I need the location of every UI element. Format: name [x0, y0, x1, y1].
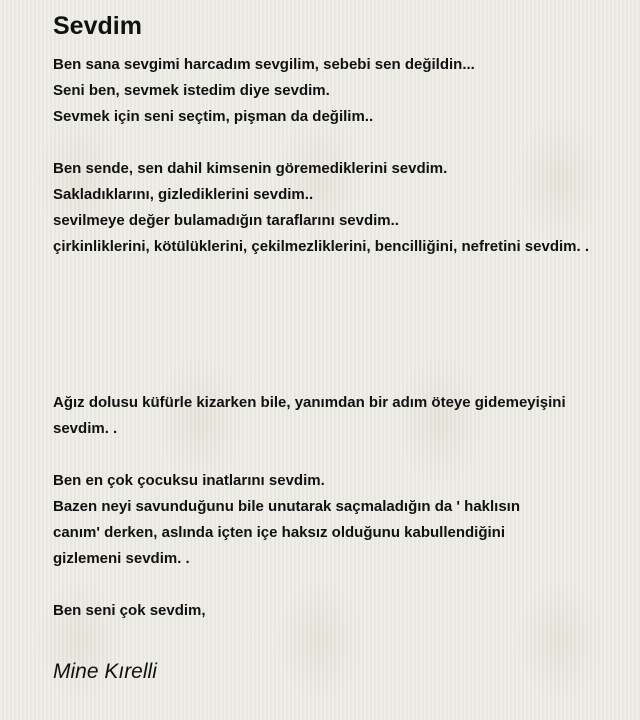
poem-line: Ben sana sevgimi harcadım sevgilim, sebebi sen değildin... — [53, 56, 475, 73]
stanza-break — [53, 260, 603, 390]
poem-author: Mine Kırelli — [53, 660, 157, 683]
poem-body — [53, 52, 603, 624]
stanza-break — [53, 572, 603, 598]
poem-line: Ben seni çok sevdim, — [53, 602, 206, 619]
poem-line: çirkinliklerini, kötülüklerini, çekilmezliklerini, bencilliğini, nefretini sevdim. . — [53, 238, 590, 255]
stanza-break — [53, 130, 603, 156]
poem-line: Ben sende, sen dahil kimsenin göremediklerini sevdim. — [53, 160, 448, 177]
poem-line: Ağız dolusu küfürle kizarken bile, yanımdan bir adım öteye gidemeyişini sevdim. . — [53, 394, 566, 437]
poem-title: Sevdim — [53, 12, 142, 40]
poem-line: Bazen neyi savunduğunu bile unutarak saçmaladığın da ' haklısın canım' derken, aslında içten içe haksız olduğunu kabullendiğini gizlemeni sevdim. . — [53, 498, 521, 567]
poem-line: Seni ben, sevmek istedim diye sevdim. — [53, 82, 330, 99]
poem-line: Sakladıklarını, gizlediklerini sevdim.. — [53, 186, 314, 203]
stanza-break — [53, 442, 603, 468]
poem-line: Ben en çok çocuksu inatlarını sevdim. — [53, 472, 325, 489]
poem-line: Sevmek için seni seçtim, pişman da değilim.. — [53, 108, 374, 125]
poem-line: sevilmeye değer bulamadığın taraflarını sevdim.. — [53, 212, 399, 229]
